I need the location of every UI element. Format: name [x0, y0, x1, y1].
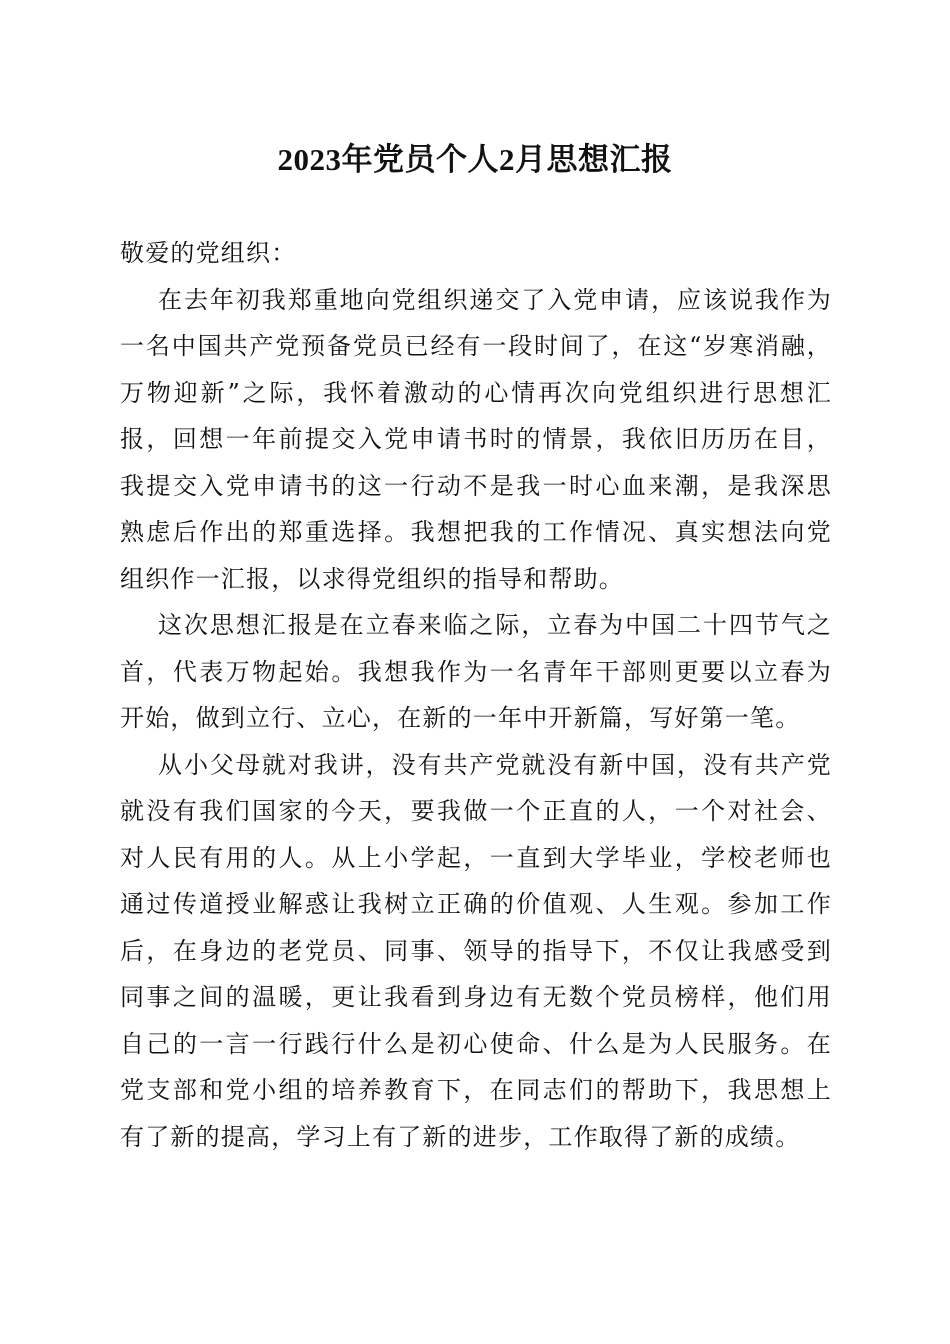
paragraph-line: 开始，做到立行、立心，在新的一年中开新篇，写好第一笔。	[120, 704, 801, 732]
paragraph-line: 后，在身边的老党员、同事、领导的指导下，不仅让我感受到	[120, 936, 832, 965]
paragraph-line: 就没有我们国家的今天，要我做一个正直的人，一个对社会、	[120, 797, 832, 825]
document-body	[120, 230, 832, 1160]
paragraph-line: 同事之间的温暖，更让我看到身边有无数个党员榜样，他们用	[120, 983, 832, 1011]
paragraph-line: 通过传道授业解惑让我树立正确的价值观、人生观。参加工作	[120, 890, 832, 918]
paragraph-line: 对人民有用的人。从上小学起，一直到大学毕业，学校老师也	[120, 843, 832, 872]
paragraph-line: 报，回想一年前提交入党申请书时的情景，我依旧历历在目，	[120, 425, 832, 453]
paragraph-line: 在去年初我郑重地向党组织递交了入党申请，应该说我作为	[158, 285, 832, 314]
paragraph-line: 万物迎新”之际，我怀着激动的心情再次向党组织进行思想汇	[120, 378, 832, 407]
paragraph-line: 组织作一汇报，以求得党组织的指导和帮助。	[120, 564, 624, 593]
paragraph-line: 熟虑后作出的郑重选择。我想把我的工作情况、真实想法向党	[120, 518, 832, 546]
paragraph-line: 这次思想汇报是在立春来临之际，立春为中国二十四节气之	[158, 611, 832, 639]
paragraph-line: 从小父母就对我讲，没有共产党就没有新中国，没有共产党	[158, 750, 832, 779]
paragraph-line: 自己的一言一行践行什么是初心使命、什么是为人民服务。在	[120, 1029, 832, 1058]
document-title: 2023年党员个人2月思想汇报	[277, 142, 673, 177]
paragraph-line: 我提交入党申请书的这一行动不是我一时心血来潮，是我深思	[120, 471, 832, 500]
paragraph-line: 党支部和党小组的培养教育下，在同志们的帮助下，我思想上	[120, 1076, 832, 1104]
paragraph-line: 首，代表万物起始。我想我作为一名青年干部则更要以立春为	[120, 657, 832, 686]
paragraph-line: 一名中国共产党预备党员已经有一段时间了，在这“岁寒消融，	[120, 332, 832, 360]
salutation-line: 敬爱的党组织：	[120, 239, 297, 267]
paragraph-line: 有了新的提高，学习上有了新的进步，工作取得了新的成绩。	[120, 1122, 801, 1151]
